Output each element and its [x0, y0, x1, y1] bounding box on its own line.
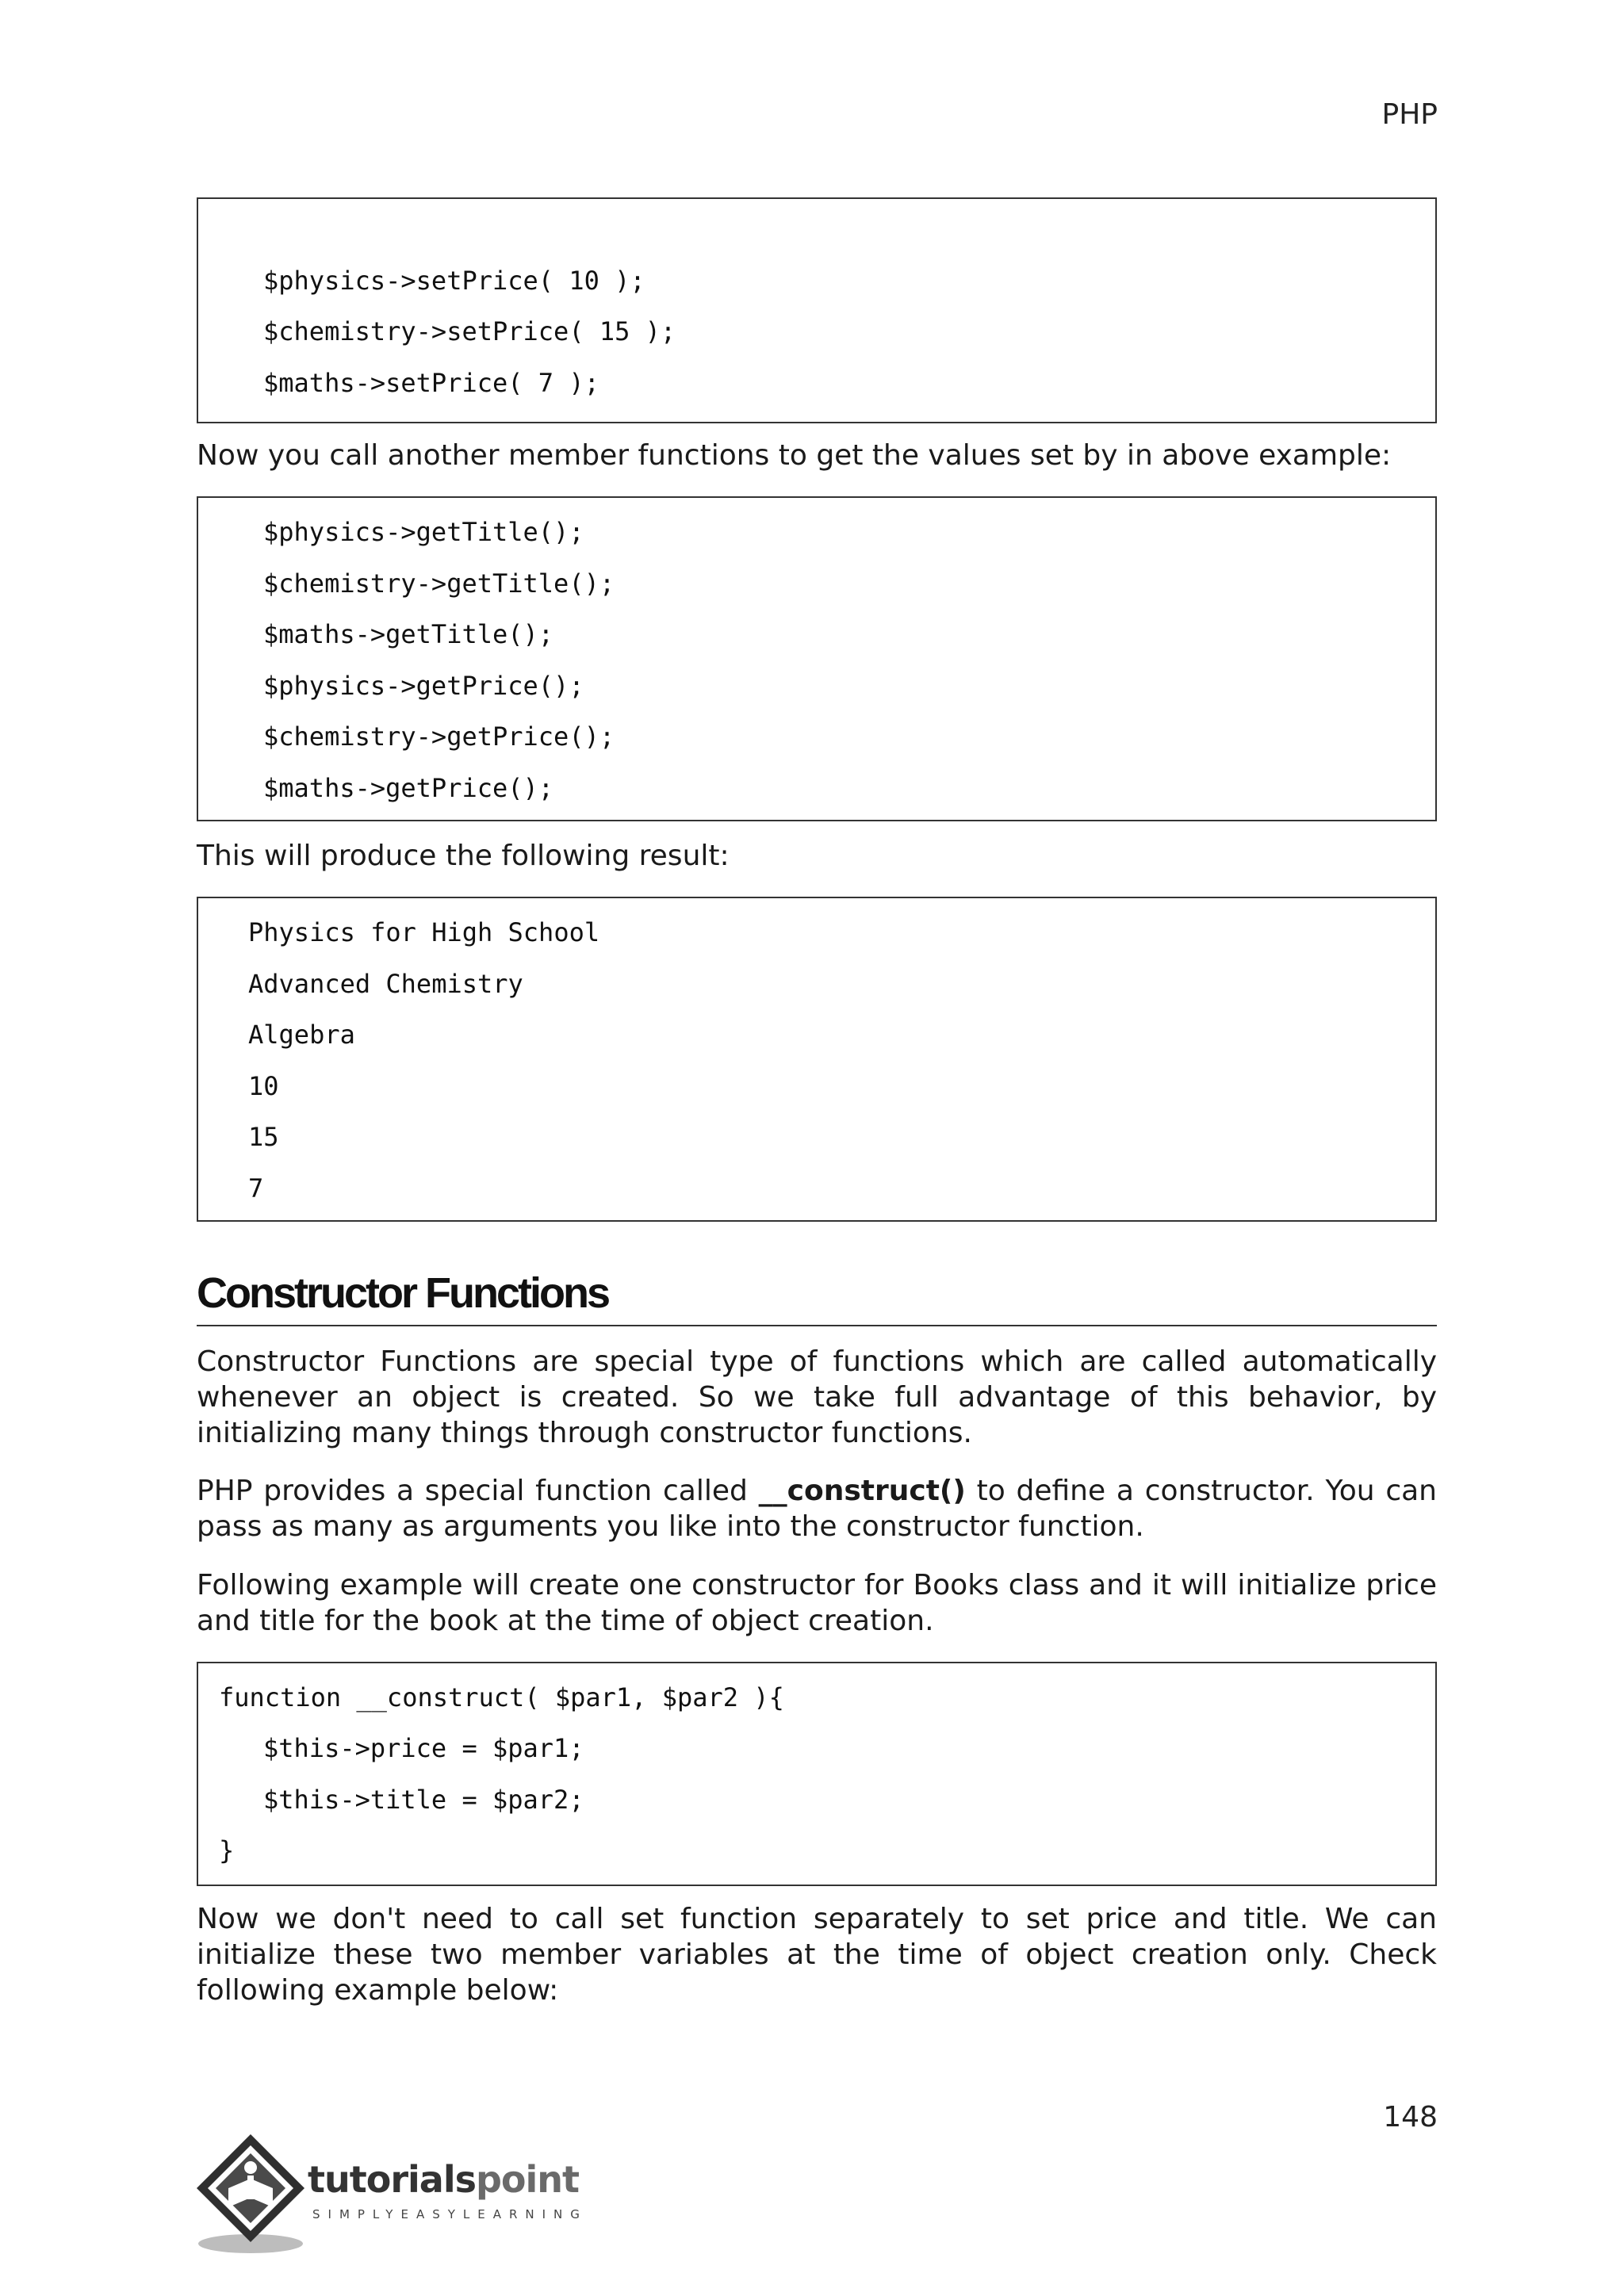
paragraph-example-intro: Following example will create one constructor for Books class and it will initialize price and title for the book at the time of object creation. — [197, 1569, 1437, 1637]
code-line: $physics->getPrice(); — [263, 671, 584, 701]
tutorialspoint-logo — [197, 2131, 609, 2258]
output-line: Advanced Chemistry — [248, 969, 523, 999]
paragraph-initialize-note: Now we don't need to call set function separately to set price and title. We can initialize these two member variables at the time of object creation only. Check following example below: — [197, 1903, 1437, 2007]
logo-diamond-icon — [197, 2131, 308, 2258]
output-line: 10 — [248, 1071, 279, 1101]
page-header-title: PHP — [1381, 98, 1438, 131]
construct-keyword: __construct() — [758, 1475, 966, 1507]
logo-text-dark: tutorials — [308, 2158, 476, 2201]
code-block-constructor — [197, 1662, 1437, 1886]
code-line: $physics->getTitle(); — [263, 517, 584, 547]
code-line: $maths->getTitle(); — [263, 619, 554, 649]
logo-wordmark — [308, 2158, 579, 2201]
paragraph-result-intro: This will produce the following result: — [197, 840, 730, 872]
code-line: $this->price = $par1; — [263, 1733, 584, 1763]
code-line: $physics->setPrice( 10 ); — [263, 266, 645, 296]
code-block-set-price — [197, 197, 1437, 423]
output-line: Physics for High School — [248, 917, 600, 947]
output-line: 15 — [248, 1122, 279, 1152]
paragraph-text: PHP provides a special function called — [197, 1475, 759, 1507]
code-line: $chemistry->getTitle(); — [263, 568, 615, 599]
code-line: $chemistry->setPrice( 15 ); — [263, 316, 676, 346]
code-line: } — [219, 1835, 235, 1866]
paragraph-text: to define a constructor. You can pass as many as arguments you like into the constructor function. — [197, 1475, 1437, 1543]
code-block-get-methods — [197, 496, 1437, 821]
section-heading: Constructor Functions — [197, 1269, 608, 1317]
paragraph-construct-method — [197, 1473, 1437, 1544]
output-line: 7 — [248, 1173, 264, 1203]
code-line: $chemistry->getPrice(); — [263, 721, 615, 752]
code-line: function __construct( $par1, $par2 ){ — [219, 1682, 784, 1712]
page-number: 148 — [1383, 2101, 1438, 2133]
code-line: $maths->setPrice( 7 ); — [263, 368, 599, 398]
output-line: Algebra — [248, 1020, 355, 1050]
code-line: $maths->getPrice(); — [263, 773, 554, 803]
paragraph-constructor-description: Constructor Functions are special type of functions which are called automatically whenever an object is created. So we take full advantage of this behavior, by initializing many things through constructor functions. — [197, 1345, 1437, 1449]
output-block — [197, 897, 1437, 1222]
logo-tagline: SIMPLYEASYLEARNING — [312, 2207, 588, 2221]
heading-divider — [197, 1325, 1437, 1326]
code-line: $this->title = $par2; — [263, 1785, 584, 1815]
paragraph-get-values-intro: Now you call another member functions to get the values set by in above example: — [197, 439, 1392, 472]
logo-text-light: point — [475, 2158, 580, 2201]
